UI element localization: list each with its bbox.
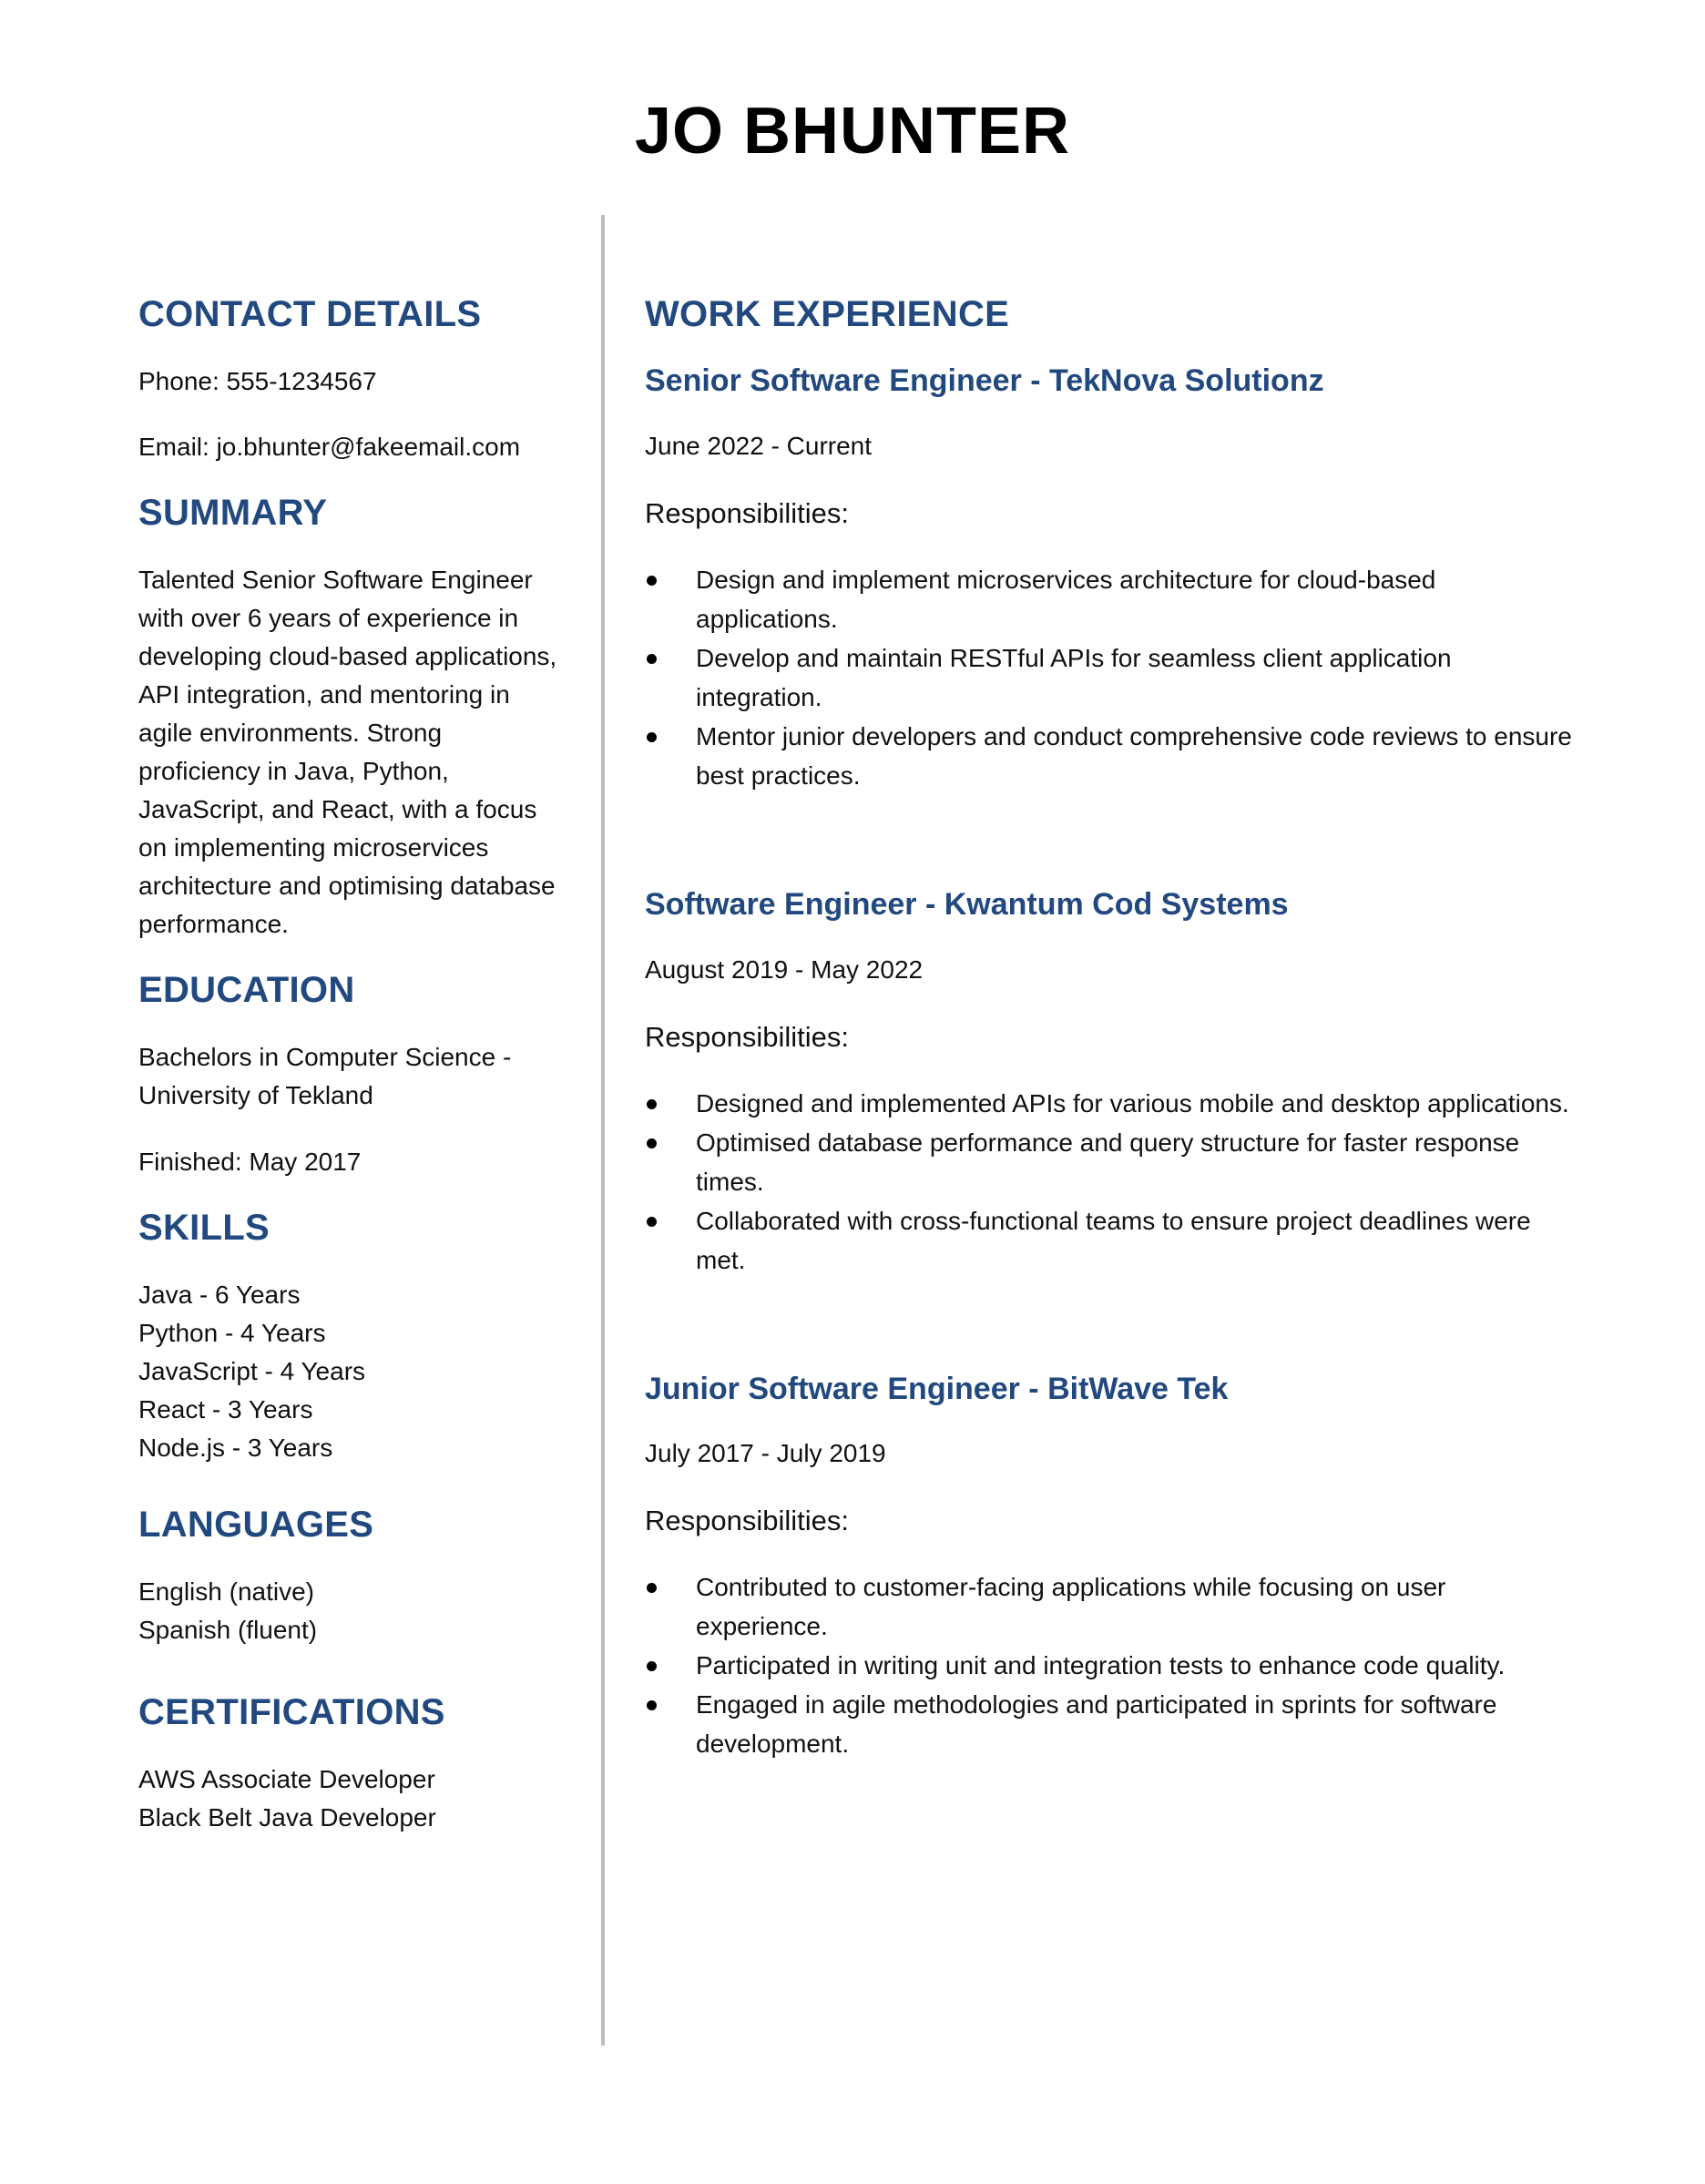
skill-item: JavaScript - 4 Years [138, 1357, 366, 1385]
languages-heading: LANGUAGES [138, 1505, 374, 1545]
job-entry [645, 886, 1583, 1280]
work-experience-heading: WORK EXPERIENCE [645, 294, 1010, 334]
resume-name: JO BHUNTER [634, 95, 1071, 168]
contact-email: Email: jo.bhunter@fakeemail.com [138, 433, 521, 461]
responsibilities-list [645, 560, 1583, 795]
job-title: Senior Software Engineer - TekNova Solutionz [645, 363, 1324, 398]
responsibility-item: Contributed to customer-facing applications while focusing on user experience. [645, 1567, 1583, 1646]
skills-list [138, 1276, 557, 1467]
responsibility-item: Optimised database performance and query structure for faster response times. [645, 1123, 1583, 1201]
bullet-icon [647, 576, 657, 586]
responsibility-item: Develop and maintain RESTful APIs for seamless client application integration. [645, 638, 1583, 717]
skill-item: Java - 6 Years [138, 1281, 301, 1309]
skill-item: React - 3 Years [138, 1395, 313, 1424]
left-column [138, 293, 557, 1837]
bullet-icon [647, 732, 657, 742]
education-finished: Finished: May 2017 [138, 1148, 362, 1176]
responsibilities-list [645, 1567, 1583, 1763]
education-degree: Bachelors in Computer Science - University of Tekland [138, 1043, 512, 1109]
bullet-icon [647, 1661, 657, 1671]
bullet-icon [647, 1138, 657, 1148]
responsibility-item: Designed and implemented APIs for various mobile and desktop applications. [645, 1084, 1583, 1123]
skill-item: Python - 4 Years [138, 1319, 326, 1347]
responsibilities-label: Responsibilities: [645, 1505, 849, 1537]
responsibility-item: Participated in writing unit and integration tests to enhance code quality. [645, 1646, 1583, 1685]
education-heading: EDUCATION [138, 970, 355, 1010]
contact-phone: Phone: 555-1234567 [138, 367, 377, 395]
languages-list [138, 1573, 557, 1649]
responsibility-item: Design and implement microservices architecture for cloud-based applications. [645, 560, 1583, 638]
skills-heading: SKILLS [138, 1208, 271, 1248]
right-column [645, 293, 1583, 1763]
job-entry [645, 1371, 1583, 1764]
language-item: English (native) [138, 1577, 314, 1606]
contact-details-heading: CONTACT DETAILS [138, 294, 482, 334]
responsibilities-label: Responsibilities: [645, 1020, 849, 1053]
responsibilities-list [645, 1084, 1583, 1280]
job-dates: June 2022 - Current [645, 431, 873, 460]
responsibility-item: Engaged in agile methodologies and participated in sprints for software development. [645, 1685, 1583, 1763]
bullet-icon [647, 1583, 657, 1593]
column-divider [601, 215, 605, 2046]
job-title: Junior Software Engineer - BitWave Tek [645, 1371, 1229, 1406]
responsibilities-label: Responsibilities: [645, 496, 849, 529]
bullet-icon [647, 1217, 657, 1227]
responsibility-item: Collaborated with cross-functional teams to ensure project deadlines were met. [645, 1201, 1583, 1280]
certifications-list [138, 1760, 557, 1837]
language-item: Spanish (fluent) [138, 1616, 318, 1644]
bullet-icon [647, 1099, 657, 1109]
bullet-icon [647, 1700, 657, 1710]
job-title: Software Engineer - Kwantum Cod Systems [645, 886, 1289, 922]
certification-item: AWS Associate Developer [138, 1765, 435, 1793]
certification-item: Black Belt Java Developer [138, 1803, 436, 1832]
job-dates: July 2017 - July 2019 [645, 1439, 886, 1468]
summary-heading: SUMMARY [138, 493, 328, 533]
responsibility-item: Mentor junior developers and conduct comprehensive code reviews to ensure best practices. [645, 717, 1583, 795]
job-entry [645, 362, 1583, 795]
summary-text: Talented Senior Software Engineer with over 6 years of experience in developing cloud-based applications, API integration, and mentoring in agile environments. Strong proficiency in Java, Python, JavaScript, and React, with a focus on implementing microservices architecture and optimising database performance. [138, 566, 557, 938]
certifications-heading: CERTIFICATIONS [138, 1692, 445, 1732]
job-dates: August 2019 - May 2022 [645, 954, 924, 984]
bullet-icon [647, 654, 657, 664]
skill-item: Node.js - 3 Years [138, 1434, 333, 1462]
